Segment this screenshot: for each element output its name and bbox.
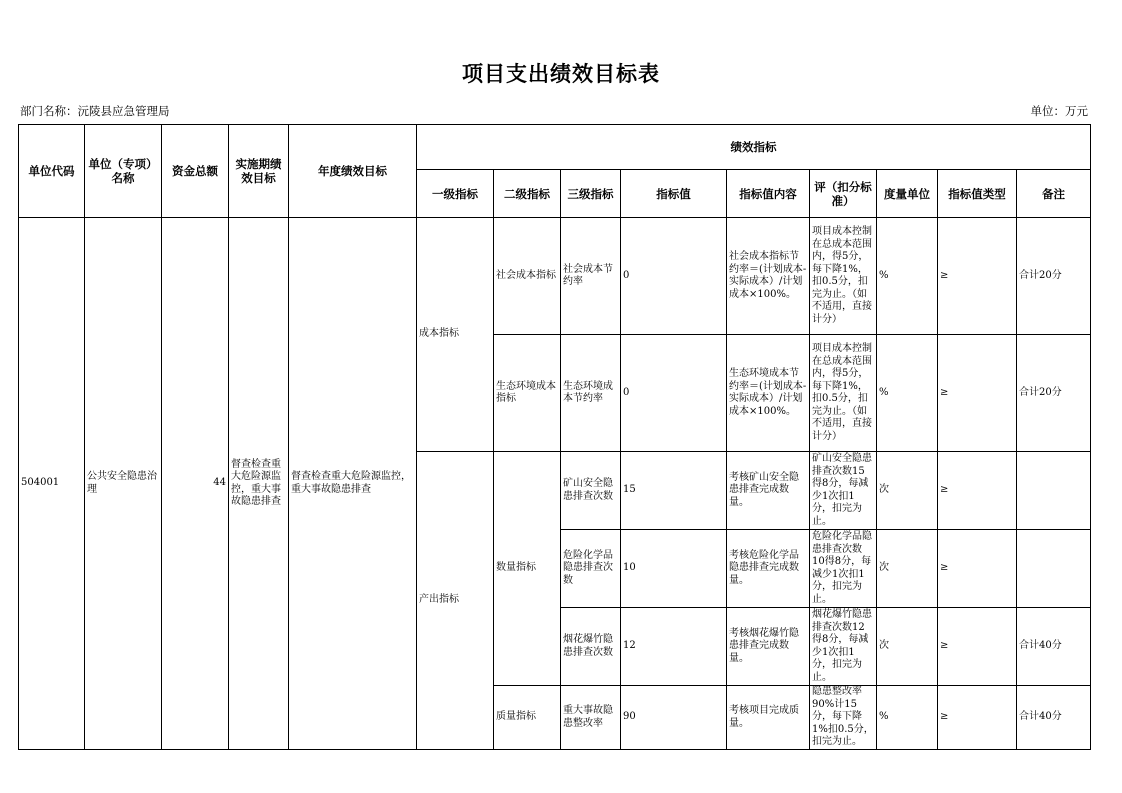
currency-unit: 单位：万元	[1030, 104, 1088, 118]
level1-cost: 成本指标	[417, 218, 494, 452]
content-cell: 考核烟花爆竹隐患排查完成数量。	[727, 608, 810, 686]
remark-cell: 合计40分	[1017, 608, 1091, 686]
content-cell: 考核危险化学品隐患排查完成数量。	[727, 530, 810, 608]
type-cell: ≥	[938, 608, 1017, 686]
header-perf-indicators: 绩效指标	[417, 125, 1091, 170]
header-remark: 备注	[1017, 170, 1091, 218]
header-value: 指标值	[621, 170, 727, 218]
project-name: 公共安全隐患治理	[85, 218, 162, 750]
project-code: 504001	[19, 218, 85, 750]
header-level2: 二级指标	[494, 170, 561, 218]
remark-cell: 合计40分	[1017, 686, 1091, 750]
unit-cell: %	[877, 686, 938, 750]
header-unit-code: 单位代码	[19, 125, 85, 218]
header-unit: 度量单位	[877, 170, 938, 218]
type-cell: ≥	[938, 218, 1017, 335]
header-impl-goal: 实施期绩效目标	[229, 125, 289, 218]
value-cell: 15	[621, 452, 727, 530]
level3-cell: 危险化学品隐患排查次数	[561, 530, 621, 608]
content-cell: 社会成本指标节约率＝(计划成本-实际成本）/计划成本×100%。	[727, 218, 810, 335]
project-impl-goal: 督查检查重大危险源监控，重大事故隐患排查	[229, 218, 289, 750]
header-level1: 一级指标	[417, 170, 494, 218]
header-fund-total: 资金总额	[162, 125, 229, 218]
type-cell: ≥	[938, 686, 1017, 750]
type-cell: ≥	[938, 530, 1017, 608]
type-cell: ≥	[938, 335, 1017, 452]
project-fund: 44	[162, 218, 229, 750]
scoring-cell: 隐患整改率90%计15分，每下降1%扣0.5分，扣完为止。	[810, 686, 877, 750]
value-cell: 0	[621, 335, 727, 452]
unit-cell: %	[877, 335, 938, 452]
header-annual-goal: 年度绩效目标	[289, 125, 417, 218]
unit-cell: 次	[877, 530, 938, 608]
scoring-cell: 项目成本控制在总成本范围内，得5分，每下降1%，扣0.5分，扣完为止。（如不适用，直接计分）	[810, 218, 877, 335]
level3-cell: 生态环境成本节约率	[561, 335, 621, 452]
level2-social-cost: 社会成本指标	[494, 218, 561, 335]
project-annual-goal: 督查检查重大危险源监控，重大事故隐患排查	[289, 218, 417, 750]
scoring-cell: 烟花爆竹隐患排查次数12得8分，每减少1次扣1分，扣完为止。	[810, 608, 877, 686]
table-row	[19, 218, 1091, 335]
performance-table	[18, 124, 1091, 750]
header-content: 指标值内容	[727, 170, 810, 218]
scoring-cell: 矿山安全隐患排查次数15得8分，每减少1次扣1分，扣完为止。	[810, 452, 877, 530]
value-cell: 0	[621, 218, 727, 335]
value-cell: 12	[621, 608, 727, 686]
level2-eco-cost: 生态环境成本指标	[494, 335, 561, 452]
remark-cell	[1017, 452, 1091, 530]
type-cell: ≥	[938, 452, 1017, 530]
remark-cell: 合计20分	[1017, 218, 1091, 335]
unit-cell: %	[877, 218, 938, 335]
level3-cell: 社会成本节约率	[561, 218, 621, 335]
scoring-cell: 危险化学品隐患排查次数10得8分，每减少1次扣1分，扣完为止。	[810, 530, 877, 608]
value-cell: 10	[621, 530, 727, 608]
level3-cell: 矿山安全隐患排查次数	[561, 452, 621, 530]
level3-cell: 重大事故隐患整改率	[561, 686, 621, 750]
unit-cell: 次	[877, 452, 938, 530]
remark-cell: 合计20分	[1017, 335, 1091, 452]
content-cell: 考核矿山安全隐患排查完成数量。	[727, 452, 810, 530]
page-title: 项目支出绩效目标表	[462, 62, 660, 86]
content-cell: 生态环境成本节约率＝(计划成本-实际成本）/计划成本×100%。	[727, 335, 810, 452]
unit-cell: 次	[877, 608, 938, 686]
scoring-cell: 项目成本控制在总成本范围内，得5分，每下降1%，扣0.5分，扣完为止。（如不适用，直接计分）	[810, 335, 877, 452]
level1-output: 产出指标	[417, 452, 494, 750]
level2-quantity: 数量指标	[494, 452, 561, 686]
header-type: 指标值类型	[938, 170, 1017, 218]
header-row-1	[19, 125, 1091, 170]
level2-quality: 质量指标	[494, 686, 561, 750]
header-unit-name: 单位（专项）名称	[85, 125, 162, 218]
level3-cell: 烟花爆竹隐患排查次数	[561, 608, 621, 686]
header-level3: 三级指标	[561, 170, 621, 218]
department-name: 部门名称：沅陵县应急管理局	[20, 104, 170, 118]
content-cell: 考核项目完成质量。	[727, 686, 810, 750]
remark-cell	[1017, 530, 1091, 608]
value-cell: 90	[621, 686, 727, 750]
header-scoring: 评（扣分标准）	[810, 170, 877, 218]
